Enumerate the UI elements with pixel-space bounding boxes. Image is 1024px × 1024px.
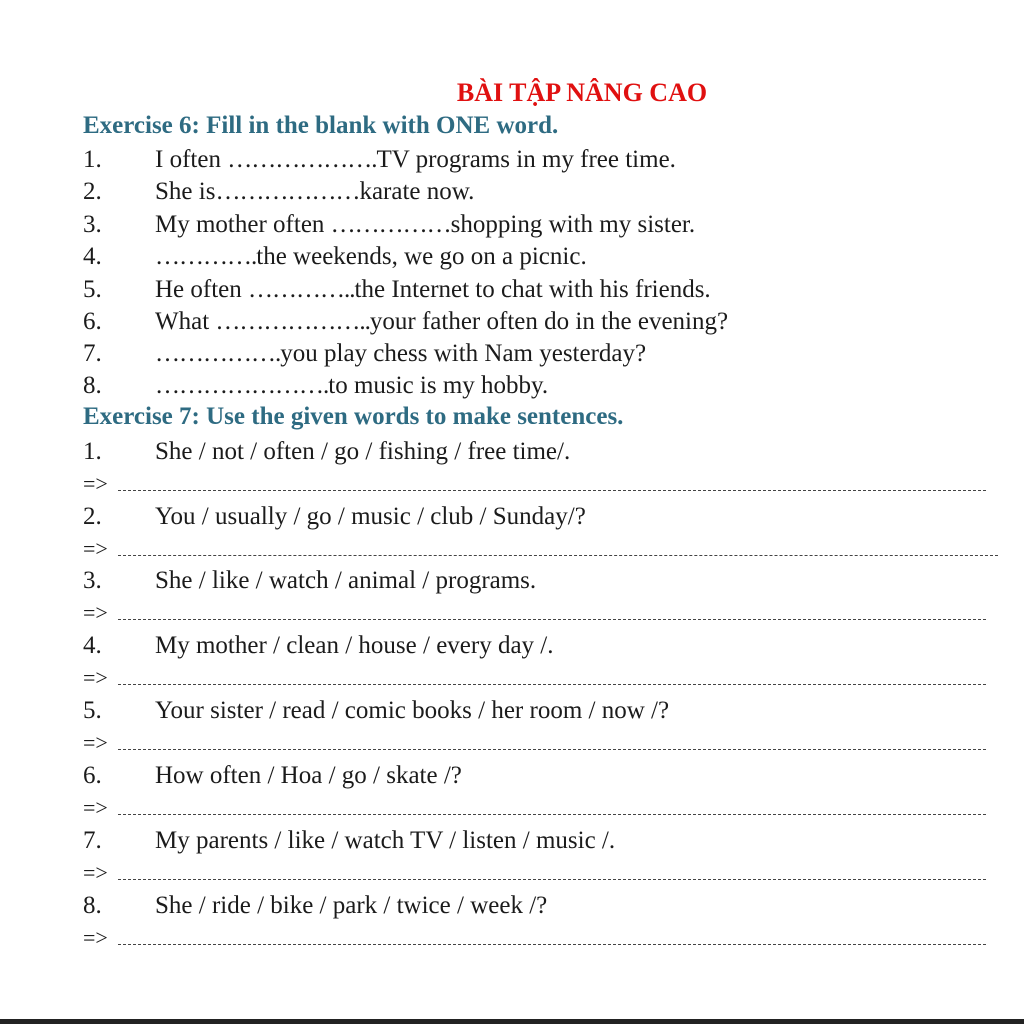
item-prompt: Your sister / read / comic books / her room / now /? [155, 697, 670, 724]
answer-line[interactable] [0, 472, 1024, 496]
item-text-before: What [155, 308, 216, 335]
item-number: 3. [83, 211, 102, 238]
item-text [155, 144, 676, 176]
item-text [155, 176, 474, 208]
item-number: 8. [83, 372, 102, 399]
fill-blank[interactable]: …………… [330, 211, 451, 238]
worksheet-title: BÀI TẬP NÂNG CAO [456, 78, 708, 107]
exercise-6-heading: Exercise 6: Fill in the blank with ONE word. [83, 112, 559, 139]
item-text-after: you play chess with Nam yesterday? [280, 340, 647, 367]
fill-blank[interactable]: …………………. [155, 372, 329, 399]
item-prompt: My mother / clean / house / every day /. [155, 632, 554, 659]
exercise-7-item [0, 890, 1024, 922]
exercise-6-item [0, 144, 1024, 176]
item-number: 5. [83, 697, 102, 724]
item-prompt: She / ride / bike / park / twice / week /? [155, 892, 548, 919]
item-text-before: He often [155, 276, 249, 303]
item-text-after: shopping with my sister. [450, 211, 696, 238]
answer-arrow: => [83, 795, 108, 820]
item-number: 7. [83, 827, 102, 854]
exercise-7-heading: Exercise 7: Use the given words to make sentences. [83, 403, 624, 430]
exercise-6-item [0, 241, 1024, 273]
item-text [155, 338, 646, 370]
item-prompt: She / like / watch / animal / programs. [155, 567, 537, 594]
answer-line[interactable] [0, 537, 1024, 561]
exercise-7-item [0, 825, 1024, 857]
item-text [155, 241, 587, 273]
fill-blank[interactable]: ……………….. [215, 308, 370, 335]
item-prompt: How often / Hoa / go / skate /? [155, 762, 462, 789]
item-number: 1. [83, 438, 102, 465]
item-text [155, 274, 711, 306]
answer-line[interactable] [0, 926, 1024, 950]
answer-arrow: => [83, 536, 108, 561]
item-text-after: to music is my hobby. [328, 372, 549, 399]
answer-blank[interactable] [118, 555, 998, 556]
item-text [155, 306, 728, 338]
item-text-after: the weekends, we go on a picnic. [256, 243, 587, 270]
exercise-7-item [0, 436, 1024, 468]
item-number: 2. [83, 178, 102, 205]
answer-blank[interactable] [118, 749, 986, 750]
exercise-7-item [0, 695, 1024, 727]
answer-blank[interactable] [118, 814, 986, 815]
exercise-7-item [0, 760, 1024, 792]
item-text-after: karate now. [359, 178, 475, 205]
item-text-after: the Internet to chat with his friends. [354, 276, 711, 303]
exercise-6-item [0, 209, 1024, 241]
exercise-6-item [0, 338, 1024, 370]
exercise-7-item [0, 565, 1024, 597]
answer-arrow: => [83, 471, 108, 496]
answer-blank[interactable] [118, 490, 986, 491]
exercise-6-item [0, 176, 1024, 208]
answer-blank[interactable] [118, 619, 986, 620]
fill-blank[interactable]: ………….. [248, 276, 355, 303]
fill-blank[interactable]: ………………. [227, 146, 377, 173]
item-number: 4. [83, 243, 102, 270]
answer-line[interactable] [0, 666, 1024, 690]
item-number: 1. [83, 146, 102, 173]
item-number: 3. [83, 567, 102, 594]
item-number: 2. [83, 503, 102, 530]
answer-arrow: => [83, 730, 108, 755]
item-text-before: My mother often [155, 211, 331, 238]
item-number: 6. [83, 308, 102, 335]
fill-blank[interactable]: ……………. [155, 340, 281, 367]
answer-blank[interactable] [118, 879, 986, 880]
item-prompt: She / not / often / go / fishing / free time/. [155, 438, 571, 465]
item-text-before: I often [155, 146, 228, 173]
answer-arrow: => [83, 600, 108, 625]
exercise-6-item [0, 306, 1024, 338]
answer-arrow: => [83, 860, 108, 885]
item-number: 8. [83, 892, 102, 919]
item-number: 5. [83, 276, 102, 303]
answer-arrow: => [83, 665, 108, 690]
item-number: 6. [83, 762, 102, 789]
item-text [155, 370, 548, 402]
answer-blank[interactable] [118, 944, 986, 945]
item-number: 4. [83, 632, 102, 659]
answer-line[interactable] [0, 861, 1024, 885]
item-text [155, 209, 695, 241]
answer-line[interactable] [0, 601, 1024, 625]
exercise-6-item [0, 274, 1024, 306]
item-text-after: TV programs in my free time. [376, 146, 676, 173]
exercise-7-item [0, 630, 1024, 662]
answer-line[interactable] [0, 796, 1024, 820]
exercise-7-item [0, 501, 1024, 533]
bottom-border [0, 1019, 1024, 1024]
answer-blank[interactable] [118, 684, 986, 685]
item-number: 7. [83, 340, 102, 367]
item-text-before: She is [155, 178, 216, 205]
exercise-6-item [0, 370, 1024, 402]
fill-blank[interactable]: …………. [155, 243, 257, 270]
fill-blank[interactable]: ……………… [215, 178, 360, 205]
item-text-after: your father often do in the evening? [369, 308, 729, 335]
answer-arrow: => [83, 925, 108, 950]
answer-line[interactable] [0, 731, 1024, 755]
item-prompt: My parents / like / watch TV / listen / music /. [155, 827, 616, 854]
item-prompt: You / usually / go / music / club / Sunday/? [155, 503, 586, 530]
